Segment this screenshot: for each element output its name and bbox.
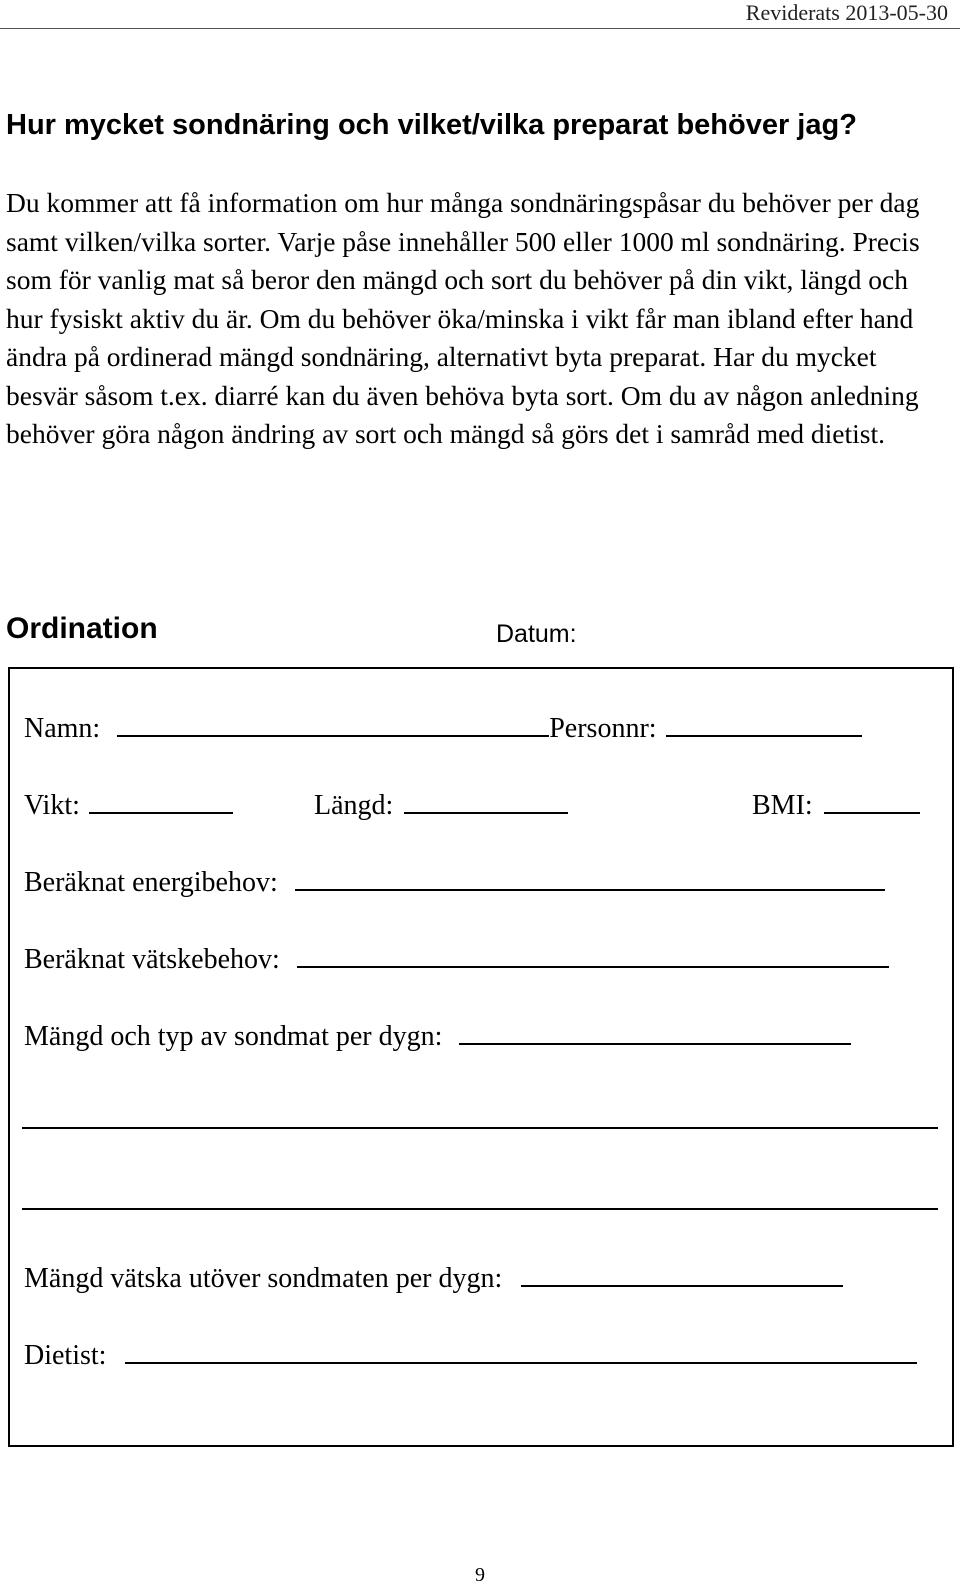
sondmat-field[interactable] [459, 1041, 851, 1045]
body-paragraph: Du kommer att få information om hur många sondnäringspåsar du behöver per dag samt vilken/vilka sorter. Varje påse innehåller 500 eller 1000 ml sondnäring. Precis som för vanlig mat så beror den mängd och sort du behöver på din vikt, längd och hur fysiskt aktiv du är. Om du behöver öka/minska i vikt får man ibland efter hand ändra på ordinerad mängd sondnäring, alternativt byta preparat. Har du mycket besvär såsom t.ex. diarré kan du även behöva byta sort. Om du av någon anledning behöver göra någon ändring av sort och mängd så görs det i samråd med dietist. [6, 187, 920, 449]
langd-field[interactable] [404, 810, 568, 814]
namn-field[interactable] [117, 733, 549, 737]
page-number: 9 [475, 1564, 485, 1586]
revision-date: Reviderats 2013-05-30 [745, 0, 948, 25]
personnr-label: Personnr: [549, 713, 657, 744]
vikt-label: Vikt: [24, 790, 80, 821]
ordination-title: Ordination [6, 612, 158, 645]
vatskebehov-label: Beräknat vätskebehov: [24, 944, 280, 975]
vatska-utover-row [24, 1263, 843, 1295]
bmi-label: BMI: [752, 790, 813, 821]
bmi-row [752, 790, 920, 822]
vatska-utover-label: Mängd vätska utöver sondmaten per dygn: [24, 1263, 503, 1294]
energibehov-row [24, 867, 885, 899]
dietist-field[interactable] [125, 1360, 917, 1364]
bmi-field[interactable] [824, 810, 920, 814]
personnr-field[interactable] [666, 733, 862, 737]
section-heading: Hur mycket sondnäring och vilket/vilka preparat behöver jag? [6, 109, 857, 141]
ordination-form [8, 667, 954, 1447]
langd-label: Längd: [314, 790, 394, 821]
langd-row [314, 790, 568, 822]
sondmat-extra-line-1[interactable] [22, 1127, 938, 1129]
dietist-row [24, 1340, 917, 1372]
vikt-label-row [24, 790, 233, 822]
vatska-utover-field[interactable] [521, 1283, 843, 1287]
energibehov-label: Beräknat energibehov: [24, 867, 278, 898]
name-row [24, 713, 862, 745]
vikt-field[interactable] [89, 810, 233, 814]
vatskebehov-field[interactable] [297, 964, 889, 968]
datum-label: Datum: [496, 620, 577, 648]
energibehov-field[interactable] [295, 887, 885, 891]
vatskebehov-row [24, 944, 889, 976]
sondmat-label: Mängd och typ av sondmat per dygn: [24, 1021, 443, 1052]
sondmat-extra-line-2[interactable] [22, 1208, 938, 1210]
header-divider [0, 28, 960, 29]
namn-label: Namn: [24, 713, 101, 744]
sondmat-row [24, 1021, 851, 1053]
dietist-label: Dietist: [24, 1340, 107, 1371]
